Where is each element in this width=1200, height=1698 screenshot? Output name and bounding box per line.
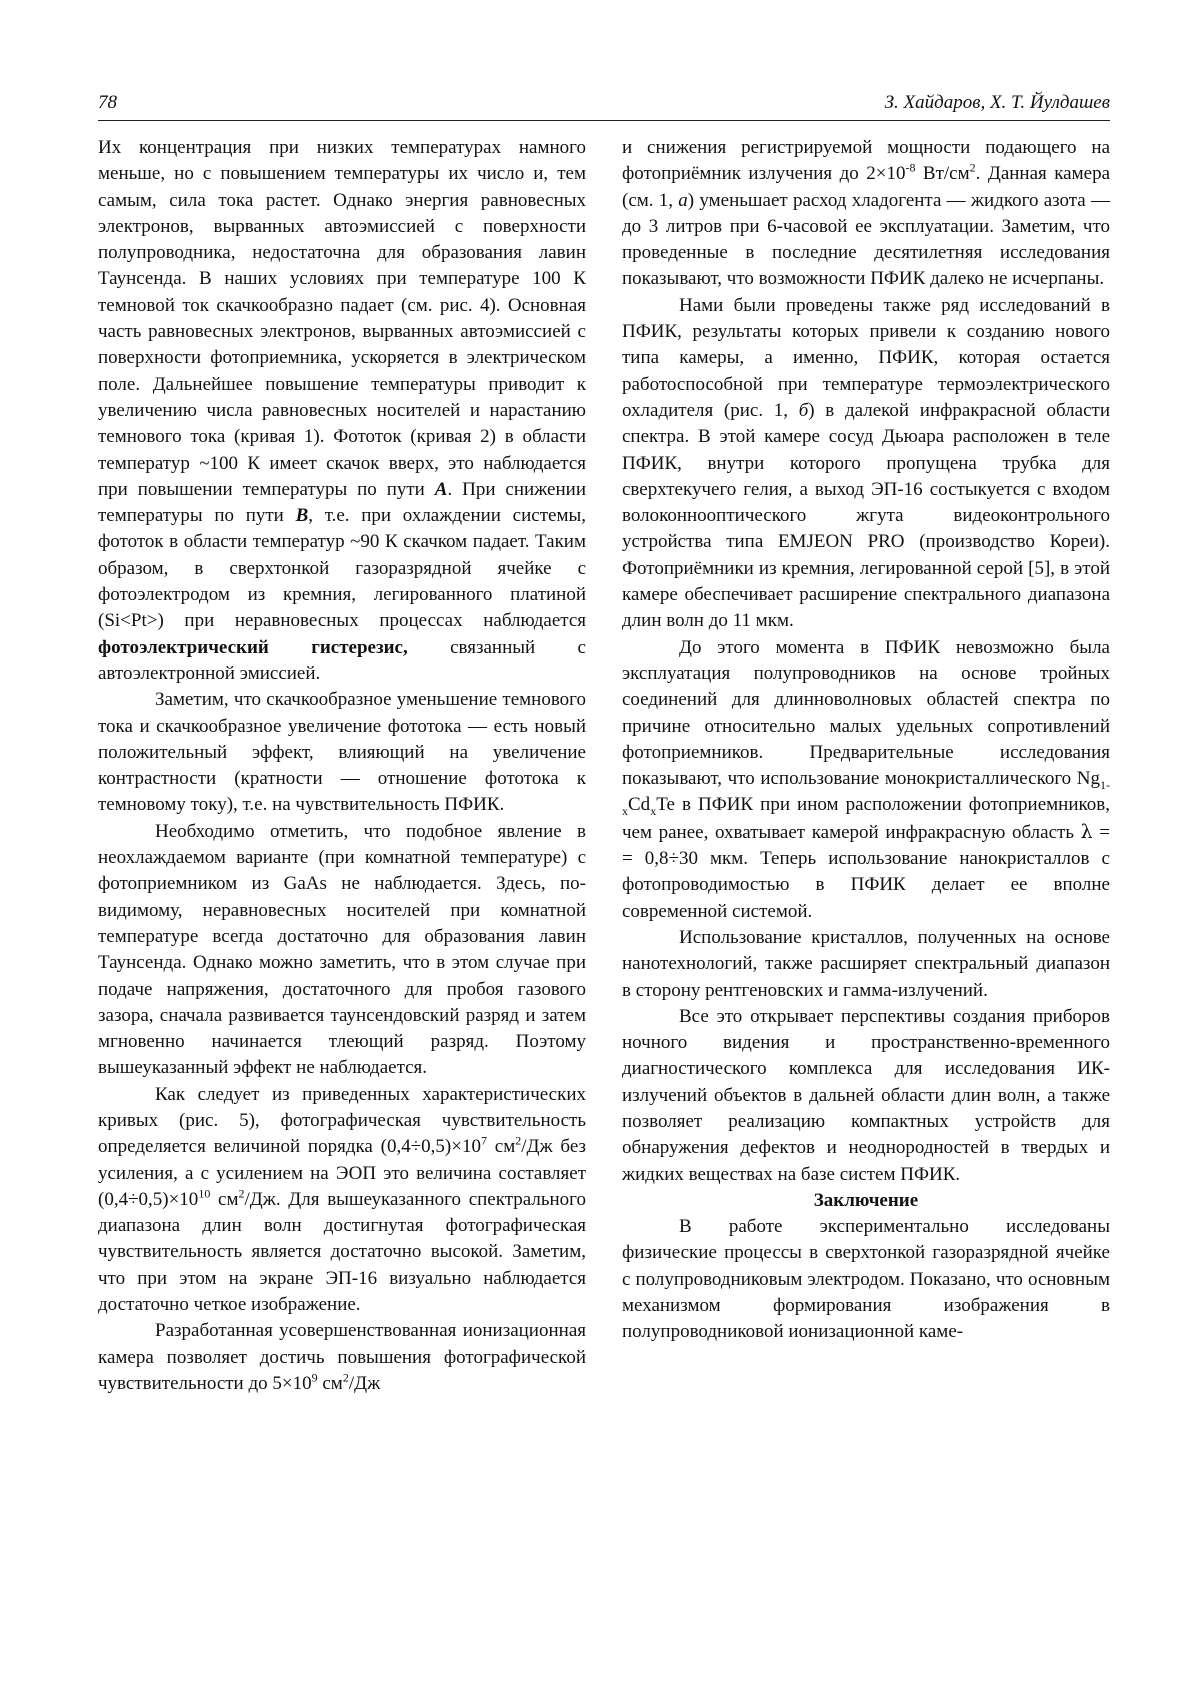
text: Нами были проведены также ряд исследований в ПФИК, результаты которых привели к созданию нового типа камеры, а именно, ПФИК, которая остается работоспособной при температуре термоэлектрического охладителя (рис. 1, (622, 294, 1110, 421)
exponent: 7 (480, 1133, 487, 1148)
page-number: 78 (98, 92, 117, 113)
exponent: 10 (198, 1186, 211, 1201)
lambda-symbol: λ (1080, 820, 1093, 843)
paragraph: В работе экспериментально исследованы физические процессы в сверхтонкой газоразрядной ячейке с полупроводниковым электродом. Показано, что основным механизмом формирования изображения в полупроводниковой ионизационной каме- (622, 1216, 1110, 1343)
paragraph: Все это открывает перспективы создания приборов ночного видения и пространственно-временного диагностического комплекса для исследования ИК-излучений объектов в дальней области длин волн, а также позволяет реализацию компактных устройств для обнаружения дефектов и неоднородностей в твердых и жидких веществах на базе систем ПФИК. (622, 1005, 1110, 1185)
text: , т.е. при охлаждении системы, фототок в области температур ~90 К скачком падает. Таким образом, в сверхтонкой газоразрядной ячейке с фотоэлектродом из кремния, легированного платиной (Si<Pt>) при неравновесных процессах наблюдается (98, 505, 586, 632)
text: /Дж без усиления, а с усилением на ЭОП это величина составляет (0,4÷0,5)×10 (98, 1136, 586, 1210)
figure-ref-italic: а (678, 189, 688, 211)
text: см (317, 1372, 343, 1394)
text: см (486, 1136, 516, 1158)
text: Вт/см (915, 163, 970, 185)
path-label-a: A (434, 478, 448, 500)
exponent: 2 (342, 1370, 349, 1385)
text: /Дж (348, 1372, 381, 1394)
text: До этого момента в ПФИК невозможно была эксплуатация полупроводников на основе тройных соединений для длинноволновых областей спектра по причине относительно малых удельных сопротивлений фотоприемников. Предварительные исследования показывают, что использование монокристаллического Ng (622, 636, 1110, 790)
exponent: 9 (311, 1370, 318, 1385)
paragraph: Использование кристаллов, полученных на основе нанотехнологий, также расширяет спектральный диапазон в сторону рентгеновских и гамма-излучений. (622, 926, 1110, 1001)
text: Как следует из приведенных характеристических кривых (рис. 5), фотографическая чувствительность определяется величиной порядка (0,4÷0,5)×10 (98, 1083, 586, 1158)
paragraph (98, 1082, 586, 1319)
running-header (98, 92, 1110, 121)
text: и снижения регистрируемой мощности подающего на фотоприёмник излучения до 2×10 (622, 137, 1110, 185)
exponent: 2 (238, 1186, 245, 1201)
path-label-b: B (295, 505, 309, 527)
text: = = 0,8÷30 мкм. Теперь использование нанокристаллов с фотопроводимостью в ПФИК делает ее вполне современной системой. (622, 821, 1111, 922)
exponent: 2 (969, 160, 976, 175)
text: . При снижении температуры по пути (98, 478, 586, 527)
subscript: 1-x (622, 777, 1110, 819)
left-column (98, 135, 586, 1397)
text: ) уменьшает расход хладогента — жидкого азота — до 3 литров при 6-часовой ее эксплуатации. Заметим, что проведенные в последние десятилетняя исследования показывают, что возможности ПФИК далеко не исчерпаны. (622, 189, 1110, 290)
paragraph (98, 1318, 586, 1397)
paragraph (622, 293, 1110, 635)
paragraph (622, 135, 1110, 293)
bold-term: фотоэлектрический гистерезис, (98, 636, 408, 658)
text: Te в ПФИК при ином расположении фотоприемников, чем ранее, охватывает камерой инфракрасную область (622, 794, 1110, 843)
text: Cd (628, 794, 651, 816)
text: ) в далекой инфракрасной области спектра. В этой камере сосуд Дьюара расположен в теле ПФИК, внутри которого пропущена трубка для сверхтекучего гелия, а выход ЭП-16 состыкуется с входом волоконнооптического жгута видеоконтрольного устройства типа EMJEON PRO (производство Кореи). Фотоприёмники из кремния, легированной серой [5], в этой камере обеспечивает расширение спектрального диапазона длин волн до 11 мкм. (622, 399, 1110, 632)
text: Их концентрация при низких температурах намного меньше, но с повышением температуры их число и, тем самым, сила тока растет. Однако энергия равновесных электронов, вырванных автоэмиссией с поверхности полупроводника, недостаточна для образования лавин Таунсенда. В наших условиях при температуре 100 К темновой ток скачкообразно падает (см. рис. 4). Основная часть равновесных электронов, вырванных автоэмиссией с поверхности фотоприемника, ускоряется в электрическом поле. Дальнейшее повышение температуры приводит к увеличению числа равновесных носителей и нарастанию темнового тока (кривая 1). Фототок (кривая 2) в области температур ~100 К имеет скачок вверх, это наблюдается при повышении температуры по пути (98, 137, 586, 500)
paragraph: Заметим, что скачкообразное уменьшение темнового тока и скачкообразное увеличение фототока — есть новый положительный эффект, влияющий на увеличение контрастности (кратности — отношение фототока к темновому току), т.е. на чувствительность ПФИК. (98, 689, 586, 816)
text: Разработанная усовершенствованная ионизационная камера позволяет достичь повышения фотографической чувствительности до 5×10 (98, 1320, 586, 1394)
text: связанный с автоэлектронной эмиссией. (98, 636, 586, 684)
paragraph: Необходимо отметить, что подобное явление в неохлаждаемом варианте (при комнатной температуре) с фотоприемником из GaAs не наблюдается. Здесь, по-видимому, неравновесных носителей при комнатной температуре всегда достаточно для образования лавин Таунсенда. Однако можно заметить, что в этом случае при подаче напряжения, достаточного для пробоя газового зазора, сначала развивается таунсендовский разряд и затем мгновенно начинается тлеющий разряд. Поэтому вышеуказанный эффект не наблюдается. (98, 820, 586, 1079)
paragraph (622, 635, 1110, 925)
exponent: 2 (515, 1133, 522, 1148)
text: /Дж. Для вышеуказанного спектрального диапазона длин волн достигнутая фотографическая чувствительность является достаточно высокой. Заметим, что при этом на экране ЭП-16 визуально наблюдается достаточно четкое изображение. (98, 1188, 586, 1316)
running-authors: З. Хайдаров, Х. Т. Йулдашев (884, 92, 1110, 113)
text: см (210, 1188, 239, 1210)
figure-ref-italic: б (798, 399, 809, 421)
text: . Данная камера (см. 1, (622, 163, 1111, 211)
section-title: Заключение (813, 1189, 919, 1211)
right-column (622, 135, 1110, 1346)
exponent: -8 (905, 160, 916, 175)
paragraph (98, 135, 586, 687)
subscript: x (650, 804, 657, 819)
